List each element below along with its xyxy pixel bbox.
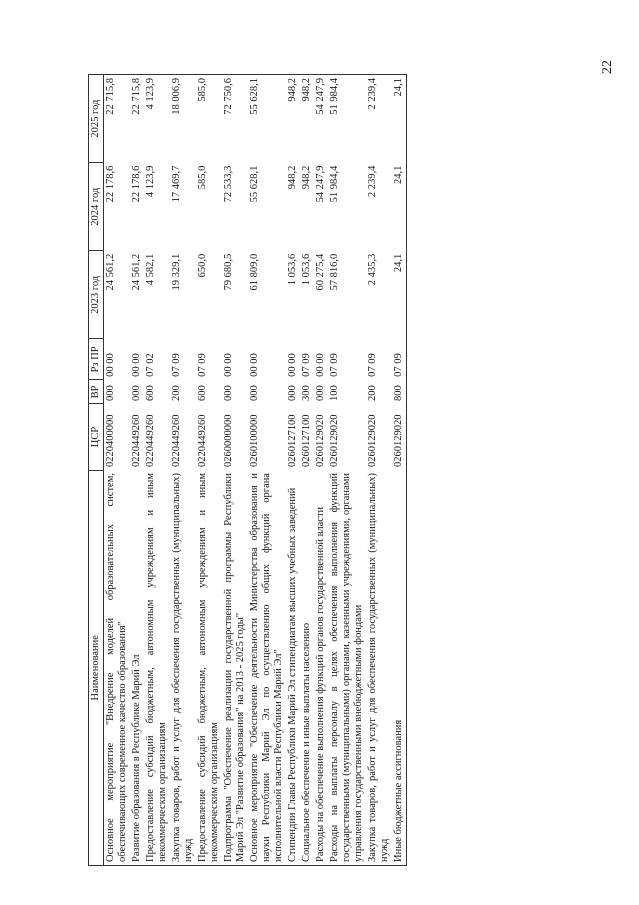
table-row xyxy=(286,75,300,866)
header-rzpr: Рз ПР xyxy=(89,339,104,380)
row-rzpr: 00 00 xyxy=(315,353,326,377)
row-name: Стипендии Главы Республики Марий Эл стипендиатам высших учебных заведений xyxy=(286,470,300,865)
row-value-2024: 17 469,7 xyxy=(171,165,182,203)
row-csr: 0220449260 xyxy=(197,414,208,468)
row-name: Иные бюджетные ассигнования xyxy=(392,470,407,865)
table-row xyxy=(248,75,286,866)
header-name: Наименование xyxy=(89,470,104,865)
row-value-2024: 2 239,4 xyxy=(367,165,378,198)
row-value-2024: 72 533,3 xyxy=(223,165,234,203)
rotated-table-container xyxy=(88,74,573,866)
table-row xyxy=(170,75,196,866)
row-value-2023: 61 809,0 xyxy=(249,253,260,291)
row-name: Основное мероприятие "Обеспечение деятельности Министерства образования и науки Республики Марий Эл по осуществлению общих функций органа исполнительной власти Республики Марий Эл" xyxy=(248,470,286,865)
table-row xyxy=(300,75,314,866)
row-name: Расходы на обеспечение выполнения функций органов государственной власти xyxy=(314,470,328,865)
row-csr: 0220449260 xyxy=(131,414,142,468)
row-csr: 0260127100 xyxy=(301,414,312,468)
row-value-2023: 24,1 xyxy=(392,251,407,339)
table-row xyxy=(392,75,407,866)
row-value-2023: 4 582,1 xyxy=(145,253,156,286)
header-vr: ВР xyxy=(89,380,104,404)
row-value-2024: 22 178,6 xyxy=(105,165,116,203)
row-csr: 0220449260 xyxy=(171,414,182,468)
row-value-2025: 948,2 xyxy=(300,75,314,163)
row-vr: 000 xyxy=(249,385,260,401)
row-value-2025: 54 247,9 xyxy=(314,75,328,163)
row-name: Подпрограмма "Обеспечение реализации государственной программы Республики Марий Эл "Развитие образования" на 2013 - 2025 годы" xyxy=(222,470,248,865)
row-value-2023: 79 680,5 xyxy=(223,253,234,291)
row-value-2023: 24 561,2 xyxy=(131,253,142,291)
row-csr: 0260127100 xyxy=(287,414,298,468)
row-rzpr: 07 09 xyxy=(197,353,208,377)
row-value-2024: 4 123,9 xyxy=(145,165,156,198)
row-value-2025: 22 715,8 xyxy=(104,75,131,163)
row-rzpr: 00 00 xyxy=(131,353,142,377)
row-csr: 0220449260 xyxy=(145,414,156,468)
row-csr: 0260129020 xyxy=(392,404,407,470)
row-rzpr: 00 00 xyxy=(223,353,234,377)
row-vr: 000 xyxy=(131,385,142,401)
row-rzpr: 00 00 xyxy=(249,353,260,377)
page-number: 22 xyxy=(600,60,615,74)
row-vr: 800 xyxy=(392,380,407,404)
row-name: Основное мероприятие "Внедрение моделей образовательных систем, обеспечивающих современное качество образования" xyxy=(104,470,131,865)
row-value-2023: 2 435,3 xyxy=(367,253,378,286)
row-value-2025: 22 715,8 xyxy=(130,75,144,163)
row-vr: 300 xyxy=(301,385,312,401)
row-rzpr: 07 09 xyxy=(329,353,340,377)
row-value-2023: 1 053,6 xyxy=(301,253,312,286)
table-row xyxy=(130,75,144,866)
row-value-2024: 51 984,4 xyxy=(329,165,340,203)
header-2024: 2024 год xyxy=(89,163,104,251)
row-value-2023: 60 275,4 xyxy=(315,253,326,291)
row-value-2023: 650,0 xyxy=(197,253,208,278)
table-row xyxy=(222,75,248,866)
row-value-2025: 24,1 xyxy=(392,75,407,163)
row-name: Социальное обеспечение и иные выплаты населению xyxy=(300,470,314,865)
row-csr: 0220400000 xyxy=(105,414,116,468)
row-value-2023: 24 561,2 xyxy=(105,253,116,291)
row-value-2024: 22 178,6 xyxy=(131,165,142,203)
row-vr: 600 xyxy=(145,385,156,401)
row-vr: 200 xyxy=(367,385,378,401)
row-vr: 100 xyxy=(329,385,340,401)
row-csr: 0260000000 xyxy=(223,414,234,468)
row-value-2023: 1 053,6 xyxy=(287,253,298,286)
row-value-2025: 55 628,1 xyxy=(248,75,286,163)
row-rzpr: 00 00 xyxy=(105,353,116,377)
row-rzpr: 07 09 xyxy=(171,353,182,377)
header-csr: ЦСР xyxy=(89,404,104,470)
row-value-2023: 19 329,1 xyxy=(171,253,182,291)
row-csr: 0260129020 xyxy=(367,414,378,468)
row-rzpr: 07 09 xyxy=(392,339,407,380)
row-vr: 000 xyxy=(223,385,234,401)
row-value-2025: 948,2 xyxy=(286,75,300,163)
row-name: Расходы на выплаты персоналу в целях обеспечения выполнения функций государственными (муниципальными) органами, казенными учреждениями, органами управления государственными внебюджетными фондами xyxy=(328,470,366,865)
row-name: Предоставление субсидий бюджетным, автономным учреждениям и иным некоммерческим организациям xyxy=(196,470,222,865)
row-value-2025: 18 006,9 xyxy=(170,75,196,163)
table-header-row xyxy=(89,75,104,866)
row-value-2025: 585,0 xyxy=(196,75,222,163)
row-vr: 000 xyxy=(287,385,298,401)
table-row xyxy=(104,75,131,866)
row-name: Развитие образования в Республике Марий Эл xyxy=(130,470,144,865)
row-vr: 600 xyxy=(197,385,208,401)
header-2025: 2025 год xyxy=(89,75,104,163)
row-rzpr: 00 00 xyxy=(287,353,298,377)
table-row xyxy=(196,75,222,866)
row-csr: 0260129020 xyxy=(329,414,340,468)
row-rzpr: 07 02 xyxy=(145,353,156,377)
row-value-2024: 948,2 xyxy=(287,165,298,190)
row-value-2025: 4 123,9 xyxy=(144,75,170,163)
table-row xyxy=(314,75,328,866)
row-vr: 200 xyxy=(171,385,182,401)
row-rzpr: 07 09 xyxy=(301,353,312,377)
row-value-2024: 55 628,1 xyxy=(249,165,260,203)
row-name: Предоставление субсидий бюджетным, автономным учреждениям и иным некоммерческим организациям xyxy=(144,470,170,865)
row-value-2024: 24,1 xyxy=(392,163,407,251)
row-vr: 000 xyxy=(105,385,116,401)
header-2023: 2023 год xyxy=(89,251,104,339)
row-name: Закупка товаров, работ и услуг для обеспечения государственных (муниципальных) нужд xyxy=(366,470,392,865)
row-vr: 000 xyxy=(315,385,326,401)
row-value-2025: 51 984,4 xyxy=(328,75,366,163)
row-value-2024: 585,0 xyxy=(197,165,208,190)
row-value-2024: 948,2 xyxy=(301,165,312,190)
budget-table xyxy=(88,74,407,866)
row-name: Закупка товаров, работ и услуг для обеспечения государственных (муниципальных) нужд xyxy=(170,470,196,865)
table-row xyxy=(366,75,392,866)
row-value-2025: 2 239,4 xyxy=(366,75,392,163)
table-row xyxy=(328,75,366,866)
row-csr: 0260100000 xyxy=(249,414,260,468)
row-value-2024: 54 247,9 xyxy=(315,165,326,203)
row-rzpr: 07 09 xyxy=(367,353,378,377)
row-value-2025: 72 750,6 xyxy=(222,75,248,163)
row-csr: 0260129020 xyxy=(315,414,326,468)
row-value-2023: 57 816,0 xyxy=(329,253,340,291)
table-row xyxy=(144,75,170,866)
